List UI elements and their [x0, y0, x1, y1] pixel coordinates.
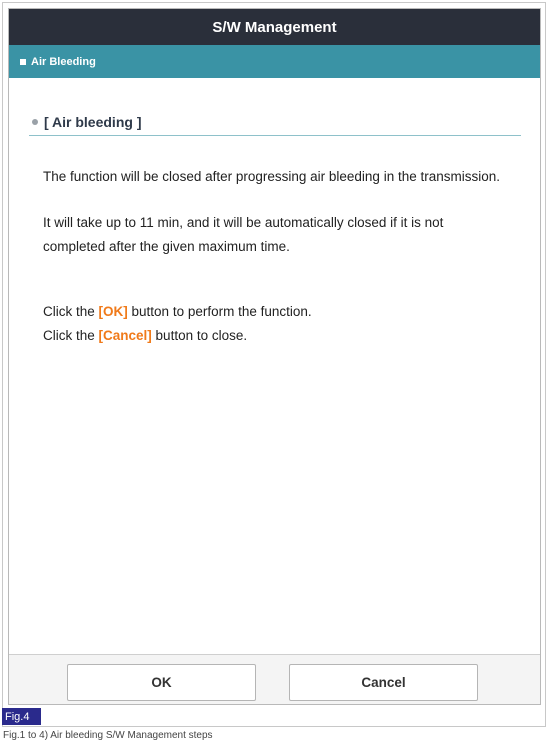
- window-title: S/W Management: [9, 9, 540, 45]
- instruction-cancel: [43, 324, 523, 348]
- description-text-1: The function will be closed after progressing air bleeding in the transmission.: [43, 169, 500, 184]
- figure-caption: Fig.1 to 4) Air bleeding S/W Management steps: [3, 730, 213, 741]
- figure-tag: Fig.4: [2, 708, 41, 725]
- instruction-ok-suffix: button to perform the function.: [127, 304, 312, 319]
- content-heading: [29, 108, 521, 136]
- instructions: [43, 300, 523, 348]
- section-label: Air Bleeding: [31, 55, 96, 68]
- figure-container: [2, 2, 546, 727]
- instruction-cancel-key: [Cancel]: [98, 328, 152, 343]
- section-header: [9, 45, 540, 78]
- instruction-cancel-suffix: button to close.: [151, 328, 248, 343]
- sw-management-window: [8, 8, 541, 705]
- description-text-2: [43, 211, 523, 259]
- ok-button[interactable]: OK: [67, 664, 256, 701]
- instruction-ok-prefix: Click the: [43, 304, 99, 319]
- button-bar: [9, 654, 540, 705]
- instruction-ok-key: [OK]: [98, 304, 128, 319]
- instruction-cancel-prefix: Click the: [43, 328, 99, 343]
- heading-text: [ Air bleeding ]: [44, 113, 142, 130]
- instruction-ok: [43, 300, 523, 324]
- cancel-button[interactable]: Cancel: [289, 664, 478, 701]
- description-text-2-line-2: completed after the given maximum time.: [43, 239, 290, 254]
- square-bullet-icon: [20, 59, 26, 65]
- content-panel: [9, 78, 540, 654]
- dot-bullet-icon: [32, 119, 38, 125]
- description-text-2-line-1: It will take up to 11 min, and it will be automatically closed if it is not: [43, 215, 444, 230]
